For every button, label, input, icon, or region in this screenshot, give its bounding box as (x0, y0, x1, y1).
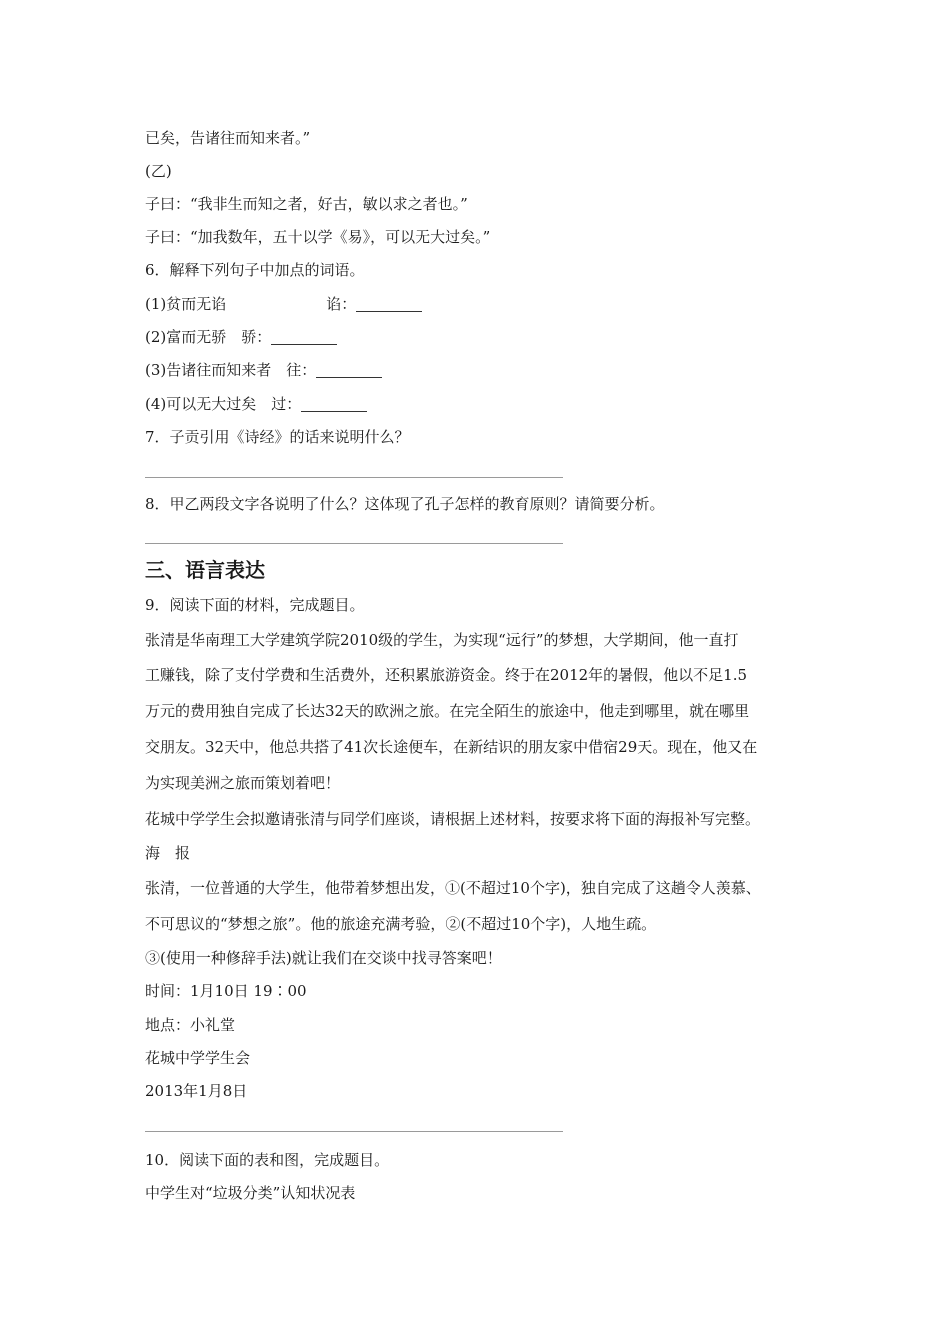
question-8: 8．甲乙两段文字各说明了什么？这体现了孔子怎样的教育原则？请简要分析。 (145, 495, 665, 513)
paragraph-line: 为实现美洲之旅而策划着吧！ (145, 774, 341, 792)
question-10: 10．阅读下面的表和图，完成题目。 (145, 1151, 390, 1169)
poster-line: 张清，一位普通的大学生，他带着梦想出发，①(不超过10个字)，独自完成了这趟令人羡慕、 (145, 879, 761, 897)
poster-title: 海 报 (145, 844, 191, 862)
text-line: (乙) (145, 162, 172, 180)
table-title: 中学生对“垃圾分类”认知状况表 (145, 1184, 356, 1202)
poster-line: 不可思议的“梦想之旅”。他的旅途充满考验，②(不超过10个字)，人地生疏。 (145, 915, 657, 933)
paragraph-line: 花城中学学生会拟邀请张清与同学们座谈，请根据上述材料，按要求将下面的海报补写完整。 (145, 810, 761, 828)
text-line: 已矣，告诸往而知来者。” (145, 129, 311, 147)
answer-line[interactable] (145, 1131, 563, 1132)
section-heading: 三、语言表达 (145, 558, 265, 582)
paragraph-line: 万元的费用独自完成了长达32天的欧洲之旅。在完全陌生的旅途中，他走到哪里，就在哪里 (145, 702, 750, 720)
item-label: (1)贫而无谄 (145, 295, 227, 313)
item-term: 谄： (326, 295, 357, 313)
item-label: (2)富而无骄 骄： (145, 328, 272, 346)
question-6: 6．解释下列句子中加点的词语。 (145, 261, 365, 279)
paragraph-line: 张清是华南理工大学建筑学院2010级的学生，为实现“远行”的梦想，大学期间，他一直打 (145, 631, 739, 649)
question-9: 9．阅读下面的材料，完成题目。 (145, 596, 365, 614)
question-6-item-3 (145, 360, 382, 380)
poster-time: 时间：1月10日 19∶00 (145, 982, 307, 1000)
answer-line[interactable] (145, 543, 563, 544)
question-7: 7．子贡引用《诗经》的话来说明什么？ (145, 428, 410, 446)
paragraph-line: 工赚钱，除了支付学费和生活费外，还积累旅游资金。终于在2012年的暑假，他以不足1.5 (145, 666, 748, 684)
question-6-item-4 (145, 394, 367, 414)
item-label: (3)告诸往而知来者 往： (145, 361, 317, 379)
poster-line: ③(使用一种修辞手法)就让我们在交谈中找寻答案吧！ (145, 949, 502, 967)
poster-date: 2013年1月8日 (145, 1082, 248, 1100)
paragraph-line: 交朋友。32天中，他总共搭了41次长途便车，在新结识的朋友家中借宿29天。现在，他又在 (145, 738, 758, 756)
answer-blank[interactable] (316, 363, 382, 378)
answer-blank[interactable] (301, 397, 367, 412)
text-line: 子曰：“加我数年，五十以学《易》，可以无大过矣。” (145, 228, 491, 246)
item-label: (4)可以无大过矣 过： (145, 395, 302, 413)
poster-place: 地点：小礼堂 (145, 1016, 236, 1034)
question-6-item-1 (145, 294, 422, 314)
answer-line[interactable] (145, 477, 563, 478)
poster-organizer: 花城中学学生会 (145, 1049, 251, 1067)
answer-blank[interactable] (356, 297, 422, 312)
answer-blank[interactable] (271, 330, 337, 345)
text-line: 子曰：“我非生而知之者，好古，敏以求之者也。” (145, 195, 468, 213)
question-6-item-2 (145, 327, 337, 347)
